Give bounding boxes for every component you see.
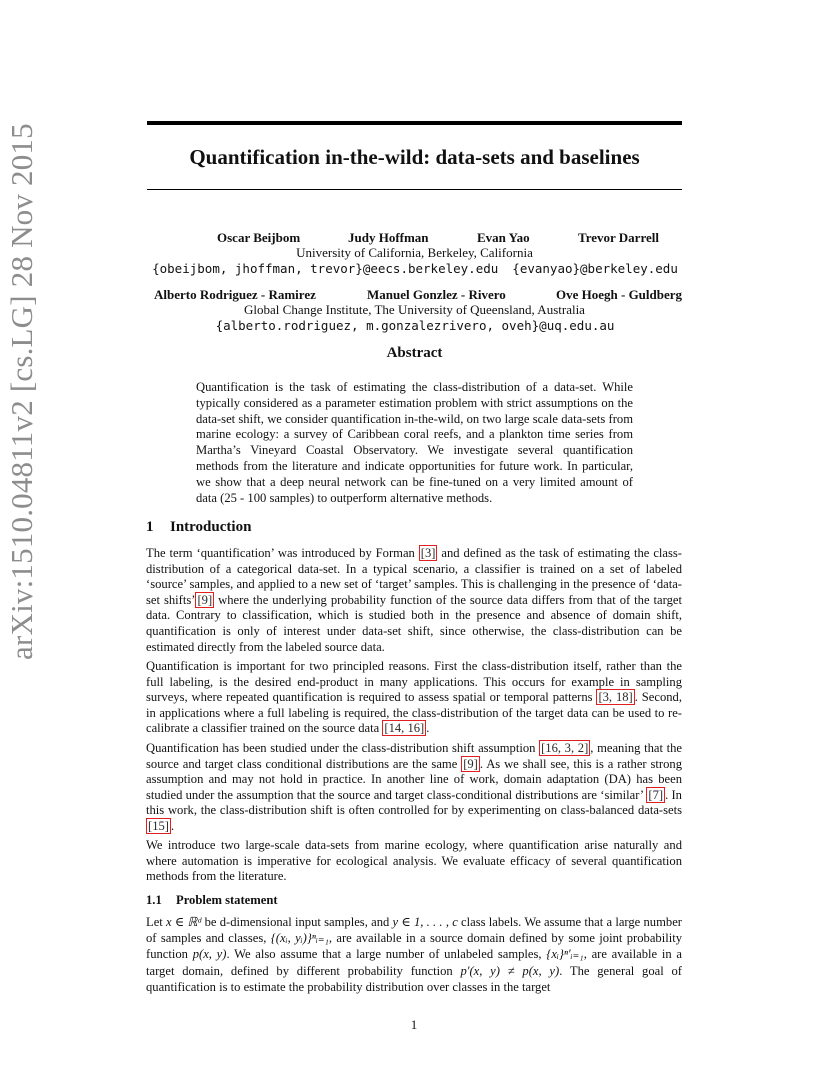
citation-link[interactable]: [3] — [420, 546, 436, 560]
email-group-a: {obeijbom, jhoffman, trevor}@eecs.berkeley.edu — [152, 261, 499, 276]
math-inline: p(x, y) — [192, 947, 227, 962]
author-name: Evan Yao — [477, 230, 530, 245]
author-name: Manuel Gonzlez - Rivero — [367, 287, 506, 302]
citation-link[interactable]: [9] — [463, 756, 478, 771]
citation-link[interactable]: [3, 18] — [598, 690, 633, 705]
author-name: Alberto Rodriguez - Ramirez — [154, 287, 316, 302]
citation-link[interactable]: [7] — [648, 787, 664, 802]
math-inline: {(xᵢ, yᵢ)}ⁿᵢ₌₁ — [270, 931, 329, 946]
affiliation-1: University of California, Berkeley, California — [296, 245, 533, 260]
intro-paragraph-3: Quantification has been studied under the class-distribution shift assumption [16, 3, 2] , meaning that the source and target class conditional distributions are the same [9] . As we shall see, this is a rather strong assumption and may not hold in practice. In another line of work, domain adaptation (DA) has been studied under the assumption that the source and target class-conditional distributions are ‘similar’ [7] . In this work, the class-distribution shift is often controlled for by experimenting on class-balanced data-sets [15] . — [146, 741, 682, 833]
title-top-rule — [147, 121, 682, 125]
citation-link[interactable]: [14, 16] — [384, 721, 425, 736]
subsection-title: Problem statement — [176, 893, 278, 907]
math-inline: y ∈ 1, . . . , c — [392, 915, 458, 929]
abstract-heading: Abstract — [386, 345, 443, 361]
subsection-heading — [146, 893, 278, 908]
email-group-b: {evanyao}@berkeley.edu — [512, 261, 678, 276]
page-number: 1 — [410, 1017, 418, 1032]
intro-paragraph-2: Quantification is important for two principled reasons. First the class-distribution itself, rather than the full labeling, is the desired end-product in many applications. This occurs for example in sampling surveys, where repeated quantification is required to assess spatial or temporal patterns [3, 18] . Second, in applications where a full labeling is required, the class-distribution of the target data can be used to re-calibrate a classifier trained on the source data [14, 16] . — [146, 659, 682, 736]
problem-statement-paragraph: Let x ∈ ℝᵈ be d-dimensional input samples, and y ∈ 1, . . . , c class labels. We assume that a large number of samples and classes, {(xᵢ, yᵢ)}ⁿᵢ₌₁, are available in a source domain defined by some joint probability function p(x, y). We also assume that a large number of unlabeled samples, {xᵢ}ⁿ′ᵢ₌₁, are available in a target domain, defined by different probability function p′(x, y) ≠ p(x, y). The general goal of quantification is to estimate the probability distribution over classes in the target — [146, 915, 682, 994]
author-name: Ove Hoegh - Guldberg — [556, 287, 683, 302]
section-heading — [146, 519, 251, 536]
citation-link[interactable]: [9] — [197, 592, 213, 607]
author-name: Trevor Darrell — [578, 230, 659, 245]
math-inline: p′(x, y) ≠ p(x, y) — [460, 963, 560, 978]
section-number: 1 — [146, 519, 154, 535]
abstract-text: Quantification is the task of estimating the class-distribution of a data-set. While typically considered as a parameter estimation problem with strict assumptions on the data-set shift, we consider quantification in-the-wild, on two large scale data-sets from marine ecology: a survey of Caribbean coral reefs, and a plankton time series from Martha’s Vineyard Coastal Observatory. We investigate several quantification methods from the literature and indicate opportunities for future work. In particular, we show that a deep neural network can be fine-tuned on a very limited amount of data (25 - 100 samples) to outperform alternative methods. — [196, 380, 633, 505]
email-line-2: {alberto.rodriguez, m.gonzalezrivero, oveh}@uq.edu.au — [215, 318, 615, 333]
citation-link[interactable]: [16, 3, 2] — [541, 741, 589, 755]
email-line-1 — [120, 261, 710, 276]
affiliation-2: Global Change Institute, The University of Queensland, Australia — [244, 302, 585, 317]
author-name: Judy Hoffman — [348, 230, 429, 245]
intro-paragraph-1: The term ‘quantification’ was introduced by Forman [3] and defined as the task of estimating the class-distribution of a categorical data-set. In a typical scenario, a classifier is trained on a set of labeled ‘source’ samples, and applied to a new set of ‘target’ samples. This is challenging in the presence of ‘data-set shifts’ [9] where the underlying probability function of the source data differs from that of the target data. Contrary to classification, which is studied both in the presence and absence of domain shift, quantification is only of interest under data-set shift, since otherwise, the class-distribution can be estimated directly from the labeled source data. — [146, 546, 682, 654]
section-title: Introduction — [170, 519, 252, 535]
author-name: Oscar Beijbom — [217, 230, 301, 245]
title-bottom-rule — [147, 189, 682, 190]
math-inline: x ∈ ℝᵈ — [166, 915, 202, 929]
arxiv-stamp: arXiv:1510.04811v2 [cs.LG] 28 Nov 2015 — [4, 123, 39, 660]
intro-paragraph-4: We introduce two large-scale data-sets from marine ecology, where quantification arise naturally and where automation is imperative for ecological analysis. We evaluate efficacy of several quantification methods from the literature. — [146, 838, 682, 884]
paper-title: Quantification in-the-wild: data-sets and baselines — [189, 145, 640, 169]
math-inline: {xᵢ}ⁿ′ᵢ₌₁ — [546, 947, 584, 962]
citation-link[interactable]: [15] — [148, 818, 169, 833]
subsection-number: 1.1 — [146, 893, 162, 907]
